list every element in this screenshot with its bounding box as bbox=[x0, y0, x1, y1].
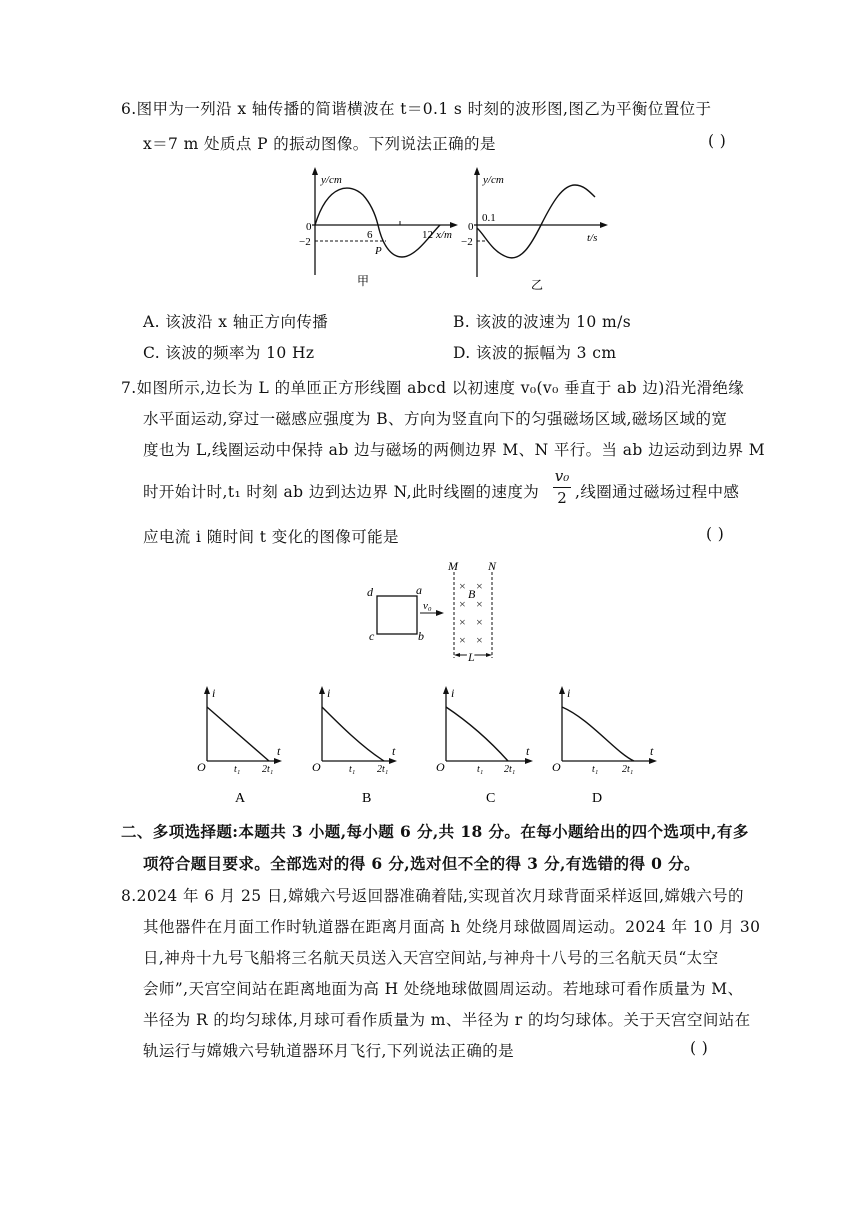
jia-tick-12: 12 bbox=[422, 229, 433, 241]
q7-line4b: ,线圈通过磁场过程中感 bbox=[575, 483, 740, 501]
jia-y-label: y/cm bbox=[321, 174, 342, 186]
yi-tick: 0.1 bbox=[482, 212, 496, 224]
yi-neg-label: −2 bbox=[461, 236, 473, 248]
graph-b-t1: t₁ bbox=[349, 764, 356, 775]
vibration-graph-yi bbox=[455, 165, 615, 295]
q8-line5: 半径为 R 的均匀球体,月球可看作质量为 m、半径为 r 的均匀球体。关于天宫空间站在 bbox=[143, 1011, 751, 1029]
section2-line2: 项符合题目要求。全部选对的得 6 分,选对但不全的得 3 分,有选错的得 0 分。 bbox=[143, 854, 700, 873]
svg-text:×: × bbox=[476, 633, 483, 647]
svg-text:×: × bbox=[476, 597, 483, 611]
graph-option-a[interactable] bbox=[195, 683, 285, 813]
graph-a-t: t bbox=[277, 744, 281, 758]
yi-caption: 乙 bbox=[531, 278, 544, 292]
svg-text:×: × bbox=[459, 597, 466, 611]
graph-b-t: t bbox=[392, 744, 396, 758]
graph-d-t1: t₁ bbox=[592, 764, 599, 775]
q7-line4a: 时开始计时,t₁ 时刻 ab 边到达边界 N,此时线圈的速度为 bbox=[143, 483, 540, 501]
jia-caption: 甲 bbox=[357, 274, 370, 288]
q7-line5: 应电流 i 随时间 t 变化的图像可能是 bbox=[143, 528, 399, 546]
graph-a-2t1: 2t₁ bbox=[262, 764, 274, 775]
q7-fraction-bar bbox=[553, 487, 571, 488]
graph-c-t: t bbox=[526, 744, 530, 758]
coil-label-a: a bbox=[416, 583, 422, 597]
svg-text:×: × bbox=[459, 633, 466, 647]
coil-velocity-label: v₀ bbox=[423, 600, 432, 612]
graph-d-2t1: 2t₁ bbox=[622, 764, 634, 775]
wave-graph-jia bbox=[290, 165, 470, 290]
yi-origin: 0 bbox=[468, 221, 474, 233]
graph-c-i: i bbox=[451, 686, 455, 700]
graph-option-b[interactable] bbox=[310, 683, 400, 813]
graph-a-i: i bbox=[212, 686, 216, 700]
graph-d-t: t bbox=[650, 744, 654, 758]
graph-a-t1: t₁ bbox=[234, 764, 241, 775]
q6-line1: 6.图甲为一列沿 x 轴传播的简谐横波在 t＝0.1 s 时刻的波形图,图乙为平衡位置位于 bbox=[121, 100, 712, 118]
graph-d-origin: O bbox=[552, 760, 561, 774]
q6-option-d[interactable]: D. 该波的振幅为 3 cm bbox=[453, 344, 617, 362]
q7-bracket: ( ) bbox=[706, 525, 725, 543]
svg-text:×: × bbox=[459, 579, 466, 593]
yi-y-label: y/cm bbox=[483, 174, 504, 186]
coil-label-b: b bbox=[418, 629, 424, 643]
jia-neg-label: −2 bbox=[299, 236, 311, 248]
graph-d-caption: D bbox=[592, 791, 603, 806]
q8-line6: 轨运行与嫦娥六号轨道器环月飞行,下列说法正确的是 bbox=[143, 1042, 515, 1060]
coil-label-d: d bbox=[367, 585, 373, 599]
graph-b-origin: O bbox=[312, 760, 321, 774]
q8-line2: 其他器件在月面工作时轨道器在距离月面高 h 处绕月球做圆周运动。2024 年 10 月 30 bbox=[143, 918, 761, 936]
graph-c-caption: C bbox=[486, 791, 496, 806]
jia-x-label: x/m bbox=[436, 229, 452, 241]
svg-text:×: × bbox=[476, 579, 483, 593]
graph-b-i: i bbox=[327, 686, 331, 700]
svg-text:×: × bbox=[459, 615, 466, 629]
q8-bracket: ( ) bbox=[690, 1039, 709, 1057]
q7-fraction-numerator: v₀ bbox=[554, 467, 570, 485]
q6-line2: x＝7 m 处质点 P 的振动图像。下列说法正确的是 bbox=[143, 135, 496, 153]
q6-bracket: ( ) bbox=[708, 132, 727, 150]
section2-line1: 二、多项选择题:本题共 3 小题,每小题 6 分,共 18 分。在每小题给出的四个选项中,有多 bbox=[121, 822, 749, 841]
q7-line1: 7.如图所示,边长为 L 的单匝正方形线圈 abcd 以初速度 v₀(v₀ 垂直于 ab 边)沿光滑绝缘 bbox=[121, 379, 745, 397]
boundary-m-label: M bbox=[448, 559, 458, 573]
graph-c-origin: O bbox=[436, 760, 445, 774]
q8-line1: 8.2024 年 6 月 25 日,嫦娥六号返回器准确着陆,实现首次月球背面采样返回,嫦娥六号的 bbox=[121, 887, 744, 905]
q8-line4: 会师”,天宫空间站在距离地面为高 H 处绕地球做圆周运动。若地球可看作质量为 M、 bbox=[143, 980, 744, 998]
boundary-n-label: N bbox=[488, 559, 497, 573]
q6-option-b[interactable]: B. 该波的波速为 10 m/s bbox=[453, 313, 632, 331]
jia-tick-6: 6 bbox=[367, 229, 373, 241]
graph-c-2t1: 2t₁ bbox=[504, 764, 516, 775]
graph-b-2t1: 2t₁ bbox=[377, 764, 389, 775]
svg-text:×: × bbox=[476, 615, 483, 629]
graph-a-origin: O bbox=[197, 760, 206, 774]
jia-origin: 0 bbox=[306, 221, 312, 233]
q6-option-a[interactable]: A. 该波沿 x 轴正方向传播 bbox=[143, 313, 329, 331]
yi-x-label: t/s bbox=[587, 232, 598, 244]
q7-line2: 水平面运动,穿过一磁感应强度为 B、方向为竖直向下的匀强磁场区域,磁场区域的宽 bbox=[143, 410, 728, 428]
q6-option-c[interactable]: C. 该波的频率为 10 Hz bbox=[143, 344, 315, 362]
q7-fraction-denominator: 2 bbox=[557, 489, 567, 507]
coil-label-c: c bbox=[369, 629, 375, 643]
q8-line3: 日,神舟十九号飞船将三名航天员送入天宫空间站,与神舟十八号的三名航天员“太空 bbox=[143, 949, 719, 967]
graph-c-t1: t₁ bbox=[477, 764, 484, 775]
graph-b-caption: B bbox=[362, 791, 372, 806]
graph-option-c[interactable] bbox=[434, 683, 534, 813]
q7-line3: 度也为 L,线圈运动中保持 ab 边与磁场的两侧边界 M、N 平行。当 ab 边运动到边界 M bbox=[143, 441, 766, 459]
width-l-label: L bbox=[468, 650, 475, 664]
field-b-label: B bbox=[468, 587, 476, 601]
coil-field-diagram bbox=[360, 558, 520, 668]
graph-d-i: i bbox=[567, 686, 571, 700]
jia-point-p: P bbox=[375, 245, 382, 257]
graph-a-caption: A bbox=[235, 791, 246, 806]
graph-option-d[interactable] bbox=[550, 683, 660, 813]
